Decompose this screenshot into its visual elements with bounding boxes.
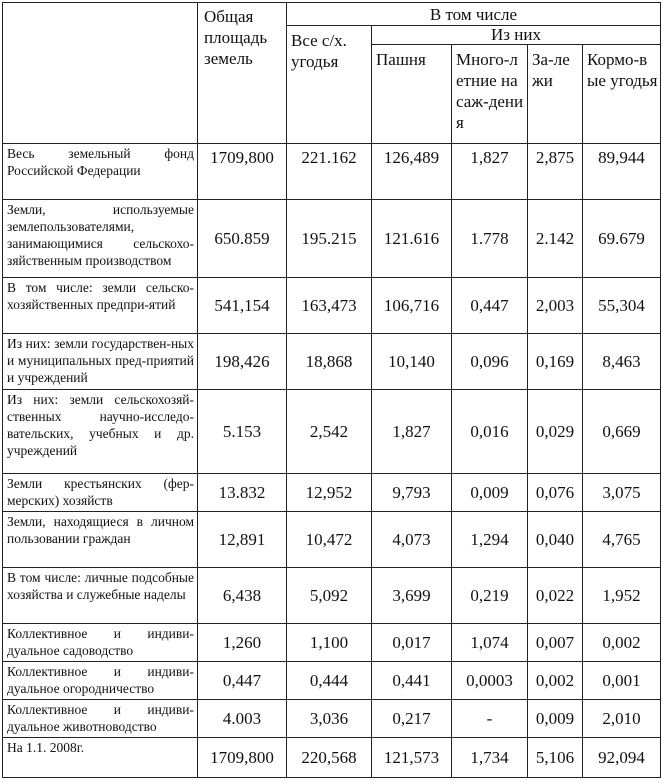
table-row: [3, 334, 661, 390]
header-name-column: [3, 3, 198, 144]
cell-agri: 12,952: [287, 474, 372, 512]
cell-forage: 89,944: [583, 144, 661, 200]
cell-agri: 1,100: [287, 624, 372, 662]
cell-total: 1,260: [198, 624, 287, 662]
cell-fallow: 2.142: [528, 200, 583, 278]
cell-arable: 9,793: [372, 474, 452, 512]
cell-total: 1709,800: [198, 144, 287, 200]
cell-arable: 0,441: [372, 662, 452, 700]
row-name: Коллективное и индиви-дуальное животноводство: [3, 700, 198, 738]
row-name: Из них: земли государствен-ных и муниципальных пред-приятий и учреждений: [3, 334, 198, 390]
cell-agri: 195.215: [287, 200, 372, 278]
cell-arable: 121.616: [372, 200, 452, 278]
cell-perennial: 0,0003: [452, 662, 528, 700]
cell-forage: 2,010: [583, 700, 661, 738]
cell-perennial: 1.778: [452, 200, 528, 278]
cell-perennial: 0,219: [452, 568, 528, 624]
cell-fallow: 0,002: [528, 662, 583, 700]
row-name: Из них: земли сельскохозяй-ственных научно-исследо-вательских, учебных и др. учреждений: [3, 390, 198, 474]
row-name: В том числе: земли сельско-хозяйственных предпри-ятий: [3, 278, 198, 334]
cell-fallow: 0,007: [528, 624, 583, 662]
cell-forage: 0,001: [583, 662, 661, 700]
cell-agri: 0,444: [287, 662, 372, 700]
cell-total: 198,426: [198, 334, 287, 390]
cell-total: 4.003: [198, 700, 287, 738]
cell-agri: 220,568: [287, 738, 372, 778]
table-row: [3, 390, 661, 474]
header-arable: Пашня: [372, 45, 452, 144]
table-row: [3, 200, 661, 278]
cell-arable: 0,217: [372, 700, 452, 738]
cell-forage: 92,094: [583, 738, 661, 778]
cell-arable: 3,699: [372, 568, 452, 624]
cell-fallow: 0,169: [528, 334, 583, 390]
cell-fallow: 0,022: [528, 568, 583, 624]
cell-forage: 3,075: [583, 474, 661, 512]
cell-perennial: 0,009: [452, 474, 528, 512]
table-body: [3, 144, 661, 778]
table-row: [3, 662, 661, 700]
row-name: Земли, используемые землепользователями, занимающимися сельскохо-зяйственным производством: [3, 200, 198, 278]
table-row: [3, 278, 661, 334]
cell-fallow: 0,009: [528, 700, 583, 738]
row-name: Коллективное и индиви-дуальное огородничество: [3, 662, 198, 700]
cell-arable: 106,716: [372, 278, 452, 334]
cell-fallow: 2,003: [528, 278, 583, 334]
cell-agri: 10,472: [287, 512, 372, 568]
cell-total: 0,447: [198, 662, 287, 700]
cell-forage: 1,952: [583, 568, 661, 624]
table-row: [3, 700, 661, 738]
cell-fallow: 0,029: [528, 390, 583, 474]
cell-perennial: 0,447: [452, 278, 528, 334]
header-total-area: Общая площадь земель: [198, 3, 287, 144]
header-of-which: В том числе: [287, 3, 661, 26]
cell-agri: 18,868: [287, 334, 372, 390]
cell-forage: 4,765: [583, 512, 661, 568]
cell-forage: 69.679: [583, 200, 661, 278]
cell-total: 541,154: [198, 278, 287, 334]
cell-perennial: 1,294: [452, 512, 528, 568]
cell-agri: 221.162: [287, 144, 372, 200]
row-name: В том числе: личные подсобные хозяйства и служебные наделы: [3, 568, 198, 624]
cell-arable: 10,140: [372, 334, 452, 390]
cell-total: 6,438: [198, 568, 287, 624]
cell-perennial: 0,096: [452, 334, 528, 390]
cell-arable: 121,573: [372, 738, 452, 778]
cell-arable: 126,489: [372, 144, 452, 200]
row-name: На 1.1. 2008г.: [3, 738, 198, 778]
cell-forage: 55,304: [583, 278, 661, 334]
cell-total: 650.859: [198, 200, 287, 278]
header-fallow: За-лежи: [528, 45, 583, 144]
cell-fallow: 5,106: [528, 738, 583, 778]
cell-perennial: -: [452, 700, 528, 738]
cell-total: 5.153: [198, 390, 287, 474]
header-forage: Кормо-вые угодья: [583, 45, 661, 144]
cell-agri: 5,092: [287, 568, 372, 624]
cell-agri: 163,473: [287, 278, 372, 334]
row-name: Земли крестьянских (фер-мерских) хозяйств: [3, 474, 198, 512]
cell-total: 1709,800: [198, 738, 287, 778]
table-header: [3, 3, 661, 144]
table-row: [3, 144, 661, 200]
cell-fallow: 2,875: [528, 144, 583, 200]
header-agri-land: Все с/х. угодья: [287, 26, 372, 144]
table-row: [3, 568, 661, 624]
table-row: [3, 512, 661, 568]
land-fund-table: [2, 2, 661, 778]
cell-total: 13.832: [198, 474, 287, 512]
row-name: Коллективное и индиви-дуальное садоводство: [3, 624, 198, 662]
row-name: Земли, находящиеся в личном пользовании граждан: [3, 512, 198, 568]
cell-agri: 3,036: [287, 700, 372, 738]
header-perennial: Много-летние насаж-дения: [452, 45, 528, 144]
cell-agri: 2,542: [287, 390, 372, 474]
cell-perennial: 1,734: [452, 738, 528, 778]
cell-arable: 4,073: [372, 512, 452, 568]
cell-forage: 8,463: [583, 334, 661, 390]
table-row-total: [3, 738, 661, 778]
cell-total: 12,891: [198, 512, 287, 568]
cell-forage: 0,002: [583, 624, 661, 662]
cell-fallow: 0,076: [528, 474, 583, 512]
cell-perennial: 1,074: [452, 624, 528, 662]
cell-forage: 0,669: [583, 390, 661, 474]
header-among-them: Из них: [372, 26, 661, 45]
cell-arable: 0,017: [372, 624, 452, 662]
cell-perennial: 1,827: [452, 144, 528, 200]
row-name: Весь земельный фонд Российской Федерации: [3, 144, 198, 200]
table-row: [3, 624, 661, 662]
cell-arable: 1,827: [372, 390, 452, 474]
table-row: [3, 474, 661, 512]
cell-fallow: 0,040: [528, 512, 583, 568]
cell-perennial: 0,016: [452, 390, 528, 474]
